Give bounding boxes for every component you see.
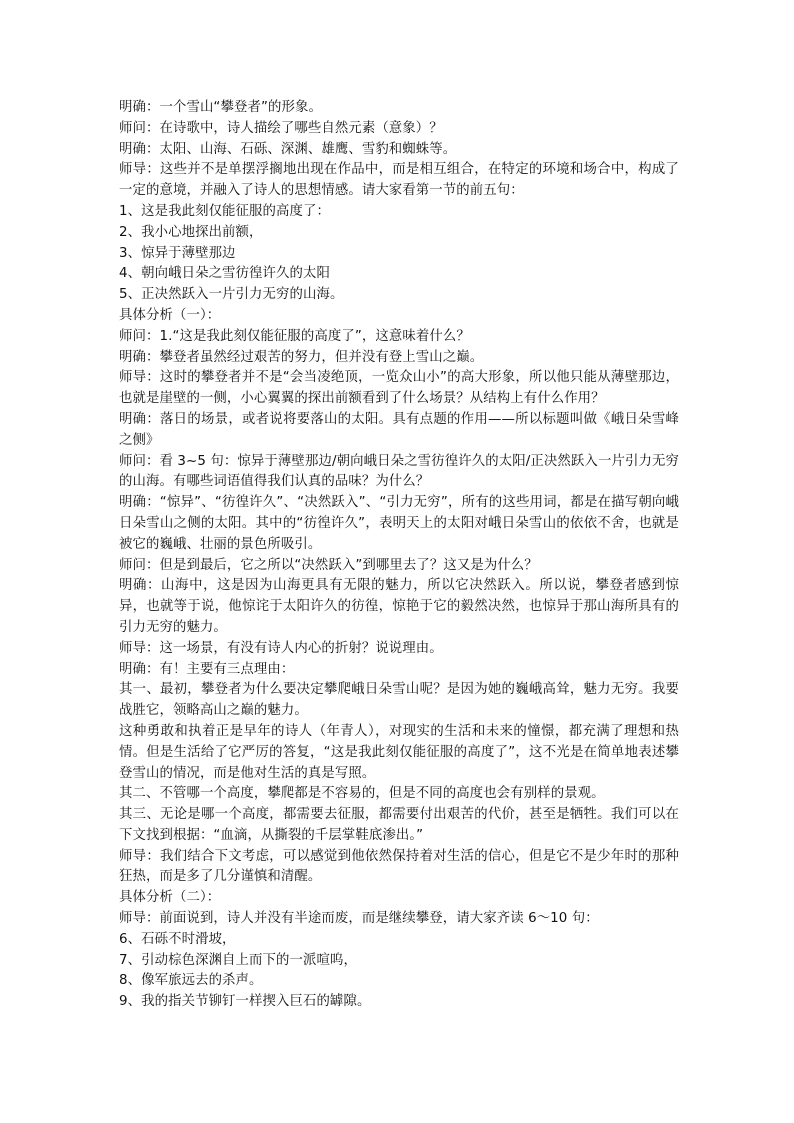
dialogue-question: 师问：1.“这是我此刻仅能征服的高度了”，这意味着什么？ <box>119 328 470 344</box>
dialogue-answer: 明确：攀登者虽然经过艰苦的努力，但并没有登上雪山之巅。 <box>119 349 484 365</box>
teacher-guidance: 师导：前面说到，诗人并没有半途而废，而是继续攀登，请大家齐读 6～10 句： <box>119 911 599 927</box>
poem-line: 2、我小心地探出前额， <box>119 224 263 240</box>
dialogue-answer: 明确：“惊异”、“彷徨许久”、“决然跃入”、“引力无穷”，所有的这些用词，都是在描写朝向峨日朵雪山之侧的太阳。其中的“彷徨许久”，表明天上的太阳对峨日朵雪山的依依不舍，也就是被它的巍峨、壮丽的景色所吸引。 <box>119 495 679 552</box>
dialogue-answer: 明确：太阳、山海、石砾、深渊、雄鹰、雪豹和蜘蛛等。 <box>119 141 457 157</box>
dialogue-question: 师问：看 3~5 句：惊异于薄壁那边/朝向峨日朵之雪彷徨许久的太阳/正决然跃入一片引力无穷的山海。有哪些词语值得我们认真的品味？为什么？ <box>119 453 679 490</box>
dialogue-answer: 明确：有！主要有三点理由： <box>119 661 295 677</box>
dialogue-answer: 明确：落日的场景，或者说将要落山的太阳。具有点题的作用——所以标题叫做《峨日朵雪峰之侧》 <box>119 411 679 448</box>
poem-line: 1、这是我此刻仅能征服的高度了： <box>119 203 330 219</box>
poem-line: 6、石砾不时滑坡， <box>119 931 236 947</box>
dialogue-answer: 明确：一个雪山“攀登者”的形象。 <box>119 100 322 115</box>
teacher-guidance: 师导：这些并不是单摆浮搁地出现在作品中，而是相互组合，在特定的环境和场合中，构成了一定的意境，并融入了诗人的思想情感。请大家看第一节的前五句： <box>119 162 679 199</box>
section-heading: 具体分析（二）： <box>119 890 221 906</box>
poem-line: 7、引动棕色深渊自上而下的一派喧呜， <box>119 952 357 968</box>
reason-paragraph: 这种勇敢和执着正是早年的诗人（年青人），对现实的生活和未来的憧憬，都充满了理想和热情。但是生活给了它严厉的答复，“这是我此刻仅能征服的高度了”，这不光是在简单地表述攀登雪山的情况，而是他对生活的真是写照。 <box>119 723 679 781</box>
poem-line: 4、朝向峨日朵之雪彷徨许久的太阳 <box>119 266 330 282</box>
reason-paragraph: 其二、不管哪一个高度，攀爬都是不容易的，但是不同的高度也会有别样的景观。 <box>119 786 605 802</box>
poem-line: 9、我的指关节铆钉一样揳入巨石的罅隙。 <box>119 994 371 1010</box>
teacher-guidance: 师导：我们结合下文考虑，可以感觉到他依然保持着对生活的信心，但是它不是少年时的那种狂热，而是多了几分谨慎和清醒。 <box>119 848 679 885</box>
dialogue-answer: 明确：山海中，这是因为山海更具有无限的魅力，所以它决然跃入。所以说，攀登者感到惊异，也就等于说，他惊诧于太阳许久的彷徨，惊艳于它的毅然决然，也惊异于那山海所具有的引力无穷的魅力。 <box>119 578 679 635</box>
poem-line: 5、正决然跃入一片引力无穷的山海。 <box>119 287 344 303</box>
document-page <box>119 98 679 1013</box>
dialogue-question: 师问：在诗歌中，诗人描绘了哪些自然元素（意象）？ <box>119 120 443 136</box>
reason-paragraph: 其三、无论是哪一个高度，都需要去征服，都需要付出艰苦的代价，甚至是牺牲。我们可以在下文找到根据：“血滴，从撕裂的千层掌鞋底渗出。” <box>119 807 679 843</box>
reason-paragraph: 其一、最初，攀登者为什么要决定攀爬峨日朵雪山呢？是因为她的巍峨高耸，魅力无穷。我要战胜它，领略高山之巅的魅力。 <box>119 682 679 719</box>
section-heading: 具体分析（一）： <box>119 307 221 323</box>
poem-line: 3、惊异于薄壁那边 <box>119 245 236 261</box>
poem-line: 8、像军旅远去的杀声。 <box>119 973 263 989</box>
dialogue-question: 师问：但是到最后，它之所以“决然跃入”到哪里去了？这又是为什么？ <box>119 557 538 573</box>
teacher-guidance: 师导：这一场景，有没有诗人内心的折射？说说理由。 <box>119 640 443 656</box>
teacher-guidance: 师导：这时的攀登者并不是“会当凌绝顶，一览众山小”的高大形象，所以他只能从薄壁那边，也就是崖壁的一侧，小心翼翼的探出前额看到了什么场景？从结构上有什么作用？ <box>119 370 679 407</box>
